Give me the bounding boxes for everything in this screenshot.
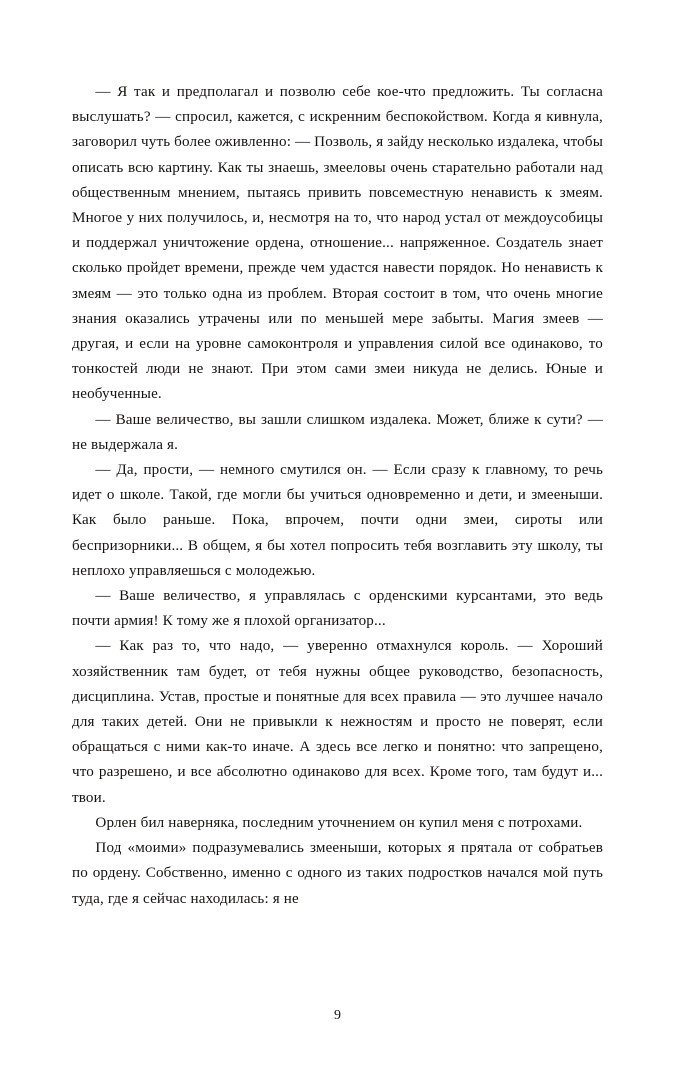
page-body — [72, 80, 603, 912]
paragraph: — Как раз то, что надо, — уверенно отмахнулся король. — Хороший хозяйственник там будет, от тебя нужны общее руководство, безопасность, дисциплина. Устав, простые и понятные для всех правила — это лучшее начало для таких детей. Они не привыкли к нежностям и просто не поверят, если обращаться с ними как-то иначе. А здесь все легко и понятно: что запрещено, что разрешено, и все абсолютно одинаково для всех. Кроме того, там будут и... твои. — [72, 638, 603, 806]
paragraph: Орлен бил наверняка, последним уточнением он купил меня с потрохами. — [95, 814, 583, 831]
paragraph: — Да, прости, — немного смутился он. — Если сразу к главному, то речь идет о школе. Такой, где могли бы учиться одновременно и дети, и змееныши. Как было раньше. Пока, впрочем, почти одни змеи, сироты или беспризорники... В общем, я бы хотел попросить тебя возглавить эту школу, ты неплохо управляешься с молодежью. — [72, 462, 603, 579]
paragraph: Под «моими» подразумевались змееныши, которых я прятала от собратьев по ордену. Собственно, именно с одного из таких подростков начался мой путь туда, где я сейчас находилась: я не — [72, 840, 603, 907]
paragraph: — Я так и предполагал и позволю себе кое-что предложить. Ты согласна выслушать? — спросил, кажется, с искренним беспокойством. Когда я кивнула, заговорил чуть более оживленно: — Позволь, я зайду несколько издалека, чтобы описать всю картину. Как ты знаешь, змееловы очень старательно работали над общественным мнением, пытаясь привить повсеместную ненависть к змеям. Многое у них получилось, и, несмотря на то, что народ устал от междоусобицы и поддержал уничтожение ордена, отношение... напряженное. Создатель знает сколько пройдет времени, прежде чем удастся навести порядок. Но ненависть к змеям — это только одна из проблем. Вторая состоит в том, что очень многие знания оказались утрачены или по меньшей мере забыты. Магия змеев — другая, и если на уровне самоконтроля и управления силой все одинаково, то тонкостей люди не знают. При этом сами змеи никуда не делись. Юные и необученные. — [72, 84, 603, 403]
paragraph: — Ваше величество, я управлялась с орденскими курсантами, это ведь почти армия! К тому же я плохой организатор... — [72, 588, 603, 630]
page-number: 9 — [334, 1008, 341, 1023]
paragraph: — Ваше величество, вы зашли слишком издалека. Может, ближе к сути? — не выдержала я. — [72, 411, 603, 453]
